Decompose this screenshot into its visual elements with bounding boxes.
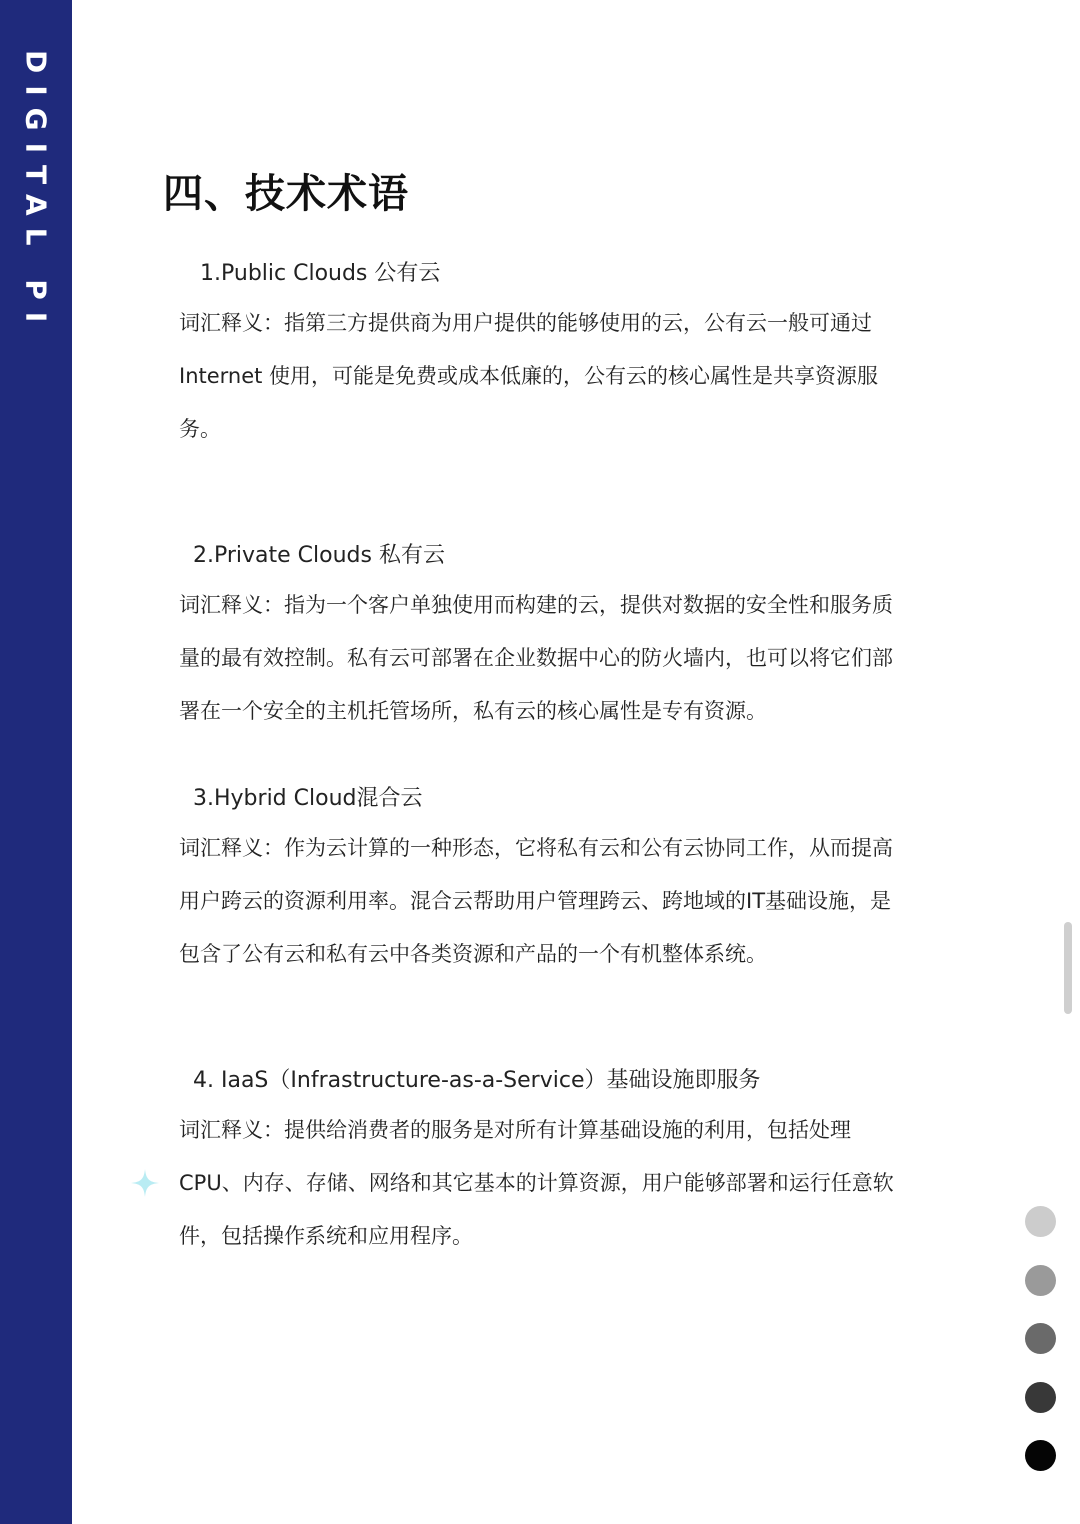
definition-line: 包含了公有云和私有云中各类资源和产品的一个有机整体系统。: [179, 942, 767, 966]
definition-line: 词汇释义：指为一个客户单独使用而构建的云，提供对数据的安全性和服务质: [179, 593, 893, 617]
scrollbar-thumb[interactable]: [1064, 922, 1072, 1014]
term-heading: 3.Hybrid Cloud混合云: [193, 786, 423, 811]
page-dot[interactable]: [1025, 1440, 1056, 1471]
page-dot[interactable]: [1025, 1265, 1056, 1296]
term-heading: 1.Public Clouds 公有云: [200, 261, 441, 286]
sidebar-band: [0, 0, 72, 1524]
page-dot[interactable]: [1025, 1382, 1056, 1413]
definition-line: 词汇释义：提供给消费者的服务是对所有计算基础设施的利用，包括处理: [179, 1118, 851, 1142]
definition-line: 件，包括操作系统和应用程序。: [179, 1224, 473, 1248]
sparkle-icon: [130, 1168, 160, 1198]
definition-line: 署在一个安全的主机托管场所，私有云的核心属性是专有资源。: [179, 699, 767, 723]
page-title: 四、技术术语: [163, 171, 409, 217]
definition-line: 务。: [179, 417, 221, 441]
term-heading: 4. IaaS（Infrastructure-as-a-Service）基础设施即服务: [193, 1068, 761, 1093]
definition-line: Internet 使用，可能是免费或成本低廉的，公有云的核心属性是共享资源服: [179, 364, 879, 388]
definition-line: 词汇释义：指第三方提供商为用户提供的能够使用的云，公有云一般可通过: [179, 311, 872, 335]
definition-line: CPU、内存、存储、网络和其它基本的计算资源，用户能够部署和运行任意软: [179, 1171, 894, 1195]
sidebar-vertical-text: DIGITAL PI: [19, 50, 53, 335]
definition-line: 量的最有效控制。私有云可部署在企业数据中心的防火墙内，也可以将它们部: [179, 646, 893, 670]
page-dot[interactable]: [1025, 1206, 1056, 1237]
definition-line: 用户跨云的资源利用率。混合云帮助用户管理跨云、跨地域的IT基础设施，是: [179, 889, 892, 913]
page-dot[interactable]: [1025, 1323, 1056, 1354]
term-heading: 2.Private Clouds 私有云: [193, 543, 445, 568]
definition-line: 词汇释义：作为云计算的一种形态，它将私有云和公有云协同工作，从而提高: [179, 836, 893, 860]
